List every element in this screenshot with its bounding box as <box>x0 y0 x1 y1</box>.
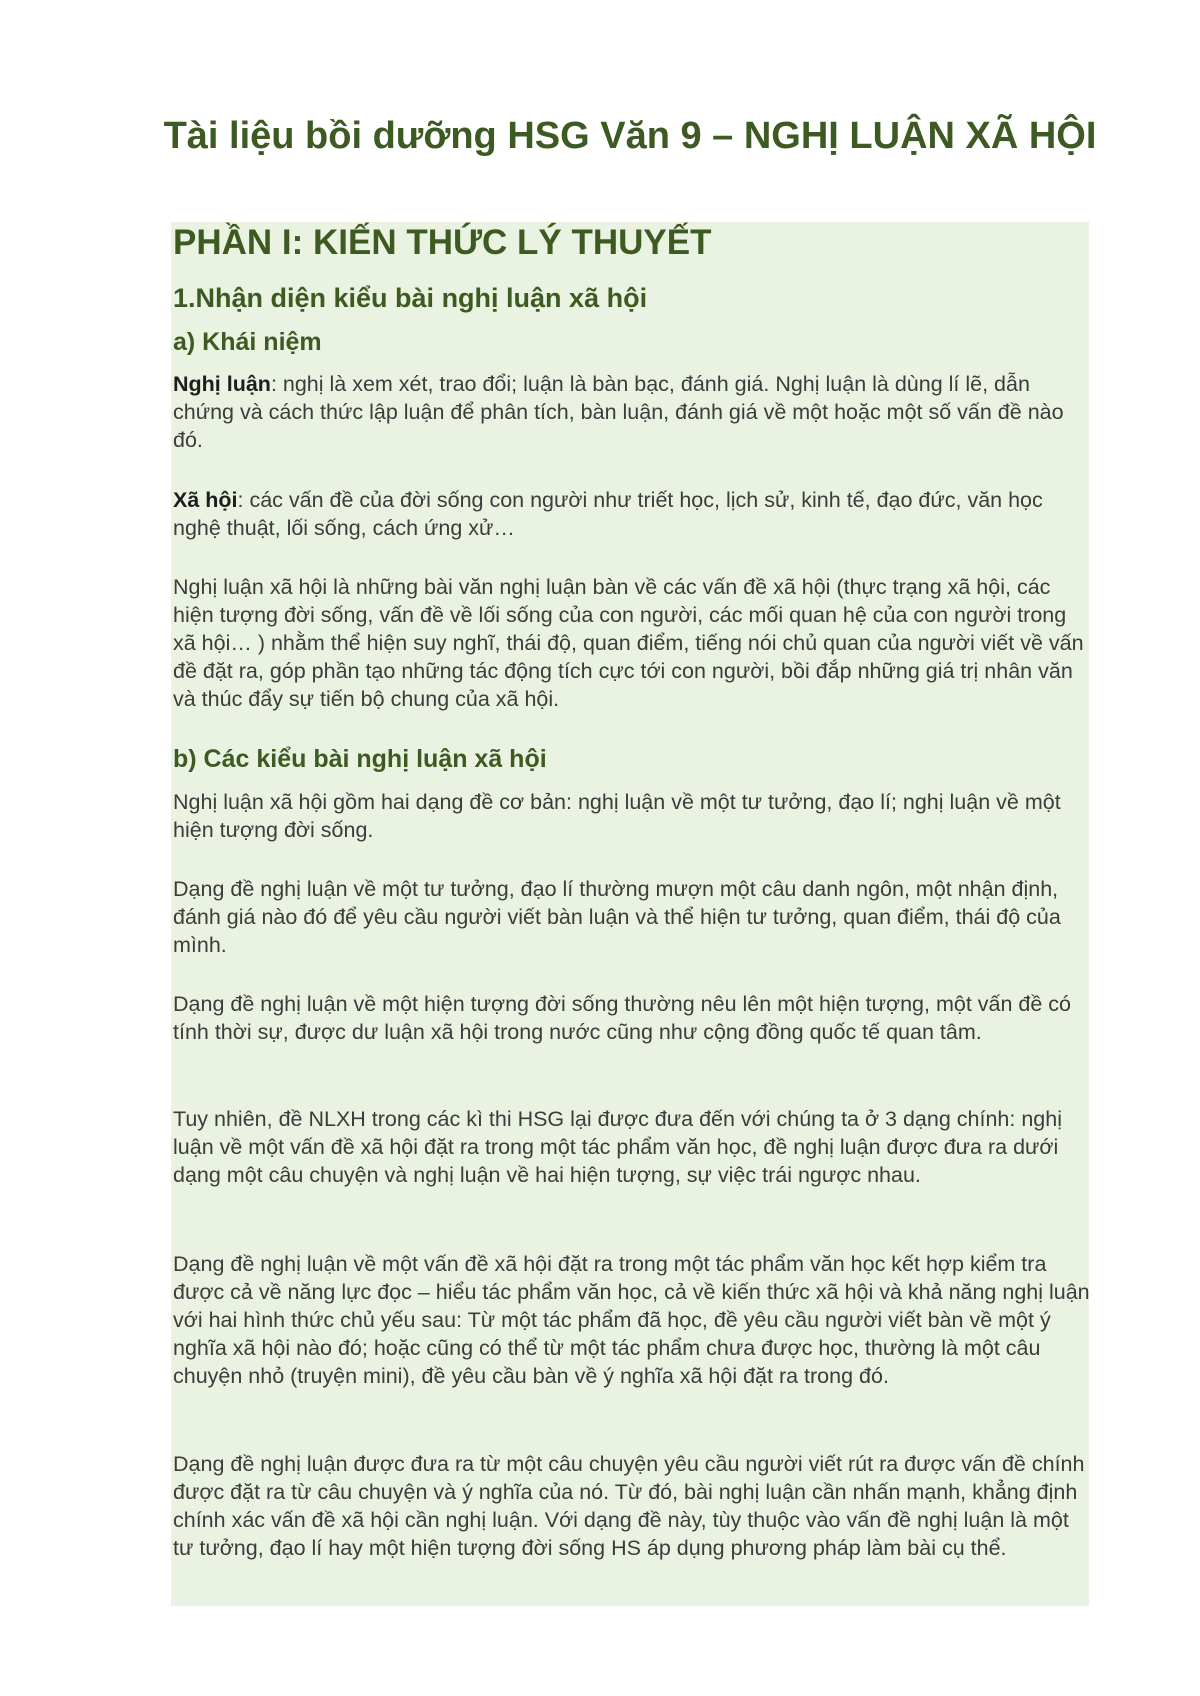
definition-text: : các vấn đề của đời sống con người như triết học, lịch sử, kinh tế, đạo đức, văn học nghệ thuật, lối sống, cách ứng xử… <box>173 488 1043 540</box>
page-title: Tài liệu bồi dưỡng HSG Văn 9 – NGHỊ LUẬN XÃ HỘI <box>163 115 1097 157</box>
paragraph: Dạng đề nghị luận về một vấn đề xã hội đặt ra trong một tác phẩm văn học kết hợp kiểm tra được cả về năng lực đọc – hiểu tác phẩm văn học, cả về kiến thức xã hội và khả năng nghị luận với hai hình thức chủ yếu sau: Từ một tác phẩm đã học, đề yêu cầu người viết bàn về một ý nghĩa xã hội nào đó; hoặc cũng có thể từ một tác phẩm chưa được học, thường là một câu chuyện nhỏ (truyện mini), đề yêu cầu bàn về ý nghĩa xã hội đặt ra trong đó. <box>173 1252 1090 1388</box>
term-xa-hoi: Xã hội <box>173 488 238 512</box>
paragraph: Tuy nhiên, đề NLXH trong các kì thi HSG lại được đưa đến với chúng ta ở 3 dạng chính: nghị luận về một vấn đề xã hội đặt ra trong một tác phẩm văn học, đề nghị luận được đưa ra dưới dạng một câu chuyện và nghị luận về hai hiện tượng, sự việc trái ngược nhau. <box>173 1107 1062 1187</box>
term-nghi-luan: Nghị luận <box>173 372 271 396</box>
paragraph: Dạng đề nghị luận được đưa ra từ một câu chuyện yêu cầu người viết rút ra được vấn đề chính được đặt ra từ câu chuyện và ý nghĩa của nó. Từ đó, bài nghị luận cần nhấn mạnh, khẳng định chính xác vấn đề xã hội cần nghị luận. Với dạng đề này, tùy thuộc vào vấn đề nghị luận là một tư tưởng, đạo lí hay một hiện tượng đời sống HS áp dụng phương pháp làm bài cụ thể. <box>173 1452 1085 1560</box>
part-heading: PHẦN I: KIẾN THỨC LÝ THUYẾT <box>173 223 712 262</box>
definition-nghi-luan <box>173 370 1093 454</box>
paragraph: Dạng đề nghị luận về một hiện tượng đời sống thường nêu lên một hiện tượng, một vấn đề có tính thời sự, được dư luận xã hội trong nước cũng như cộng đồng quốc tế quan tâm. <box>173 992 1072 1044</box>
definition-xa-hoi <box>173 486 1093 542</box>
section-heading: 1.Nhận diện kiểu bài nghị luận xã hội <box>173 283 648 313</box>
definition-text: : nghị là xem xét, trao đổi; luận là bàn bạc, đánh giá. Nghị luận là dùng lí lẽ, dẫn chứng và cách thức lập luận để phân tích, bàn luận, đánh giá về một hoặc một số vấn đề nào đó. <box>173 372 1064 452</box>
subsection-heading-a: a) Khái niệm <box>173 328 322 356</box>
paragraph: Nghị luận xã hội gồm hai dạng đề cơ bản: nghị luận về một tư tưởng, đạo lí; nghị luận về một hiện tượng đời sống. <box>173 790 1061 842</box>
paragraph-nlxh: Nghị luận xã hội là những bài văn nghị luận bàn về các vấn đề xã hội (thực trạng xã hội, các hiện tượng đời sống, vấn đề về lối sống của con người, các mối quan hệ của con người trong xã hội… ) nhằm thể hiện suy nghĩ, thái độ, quan điểm, tiếng nói chủ quan của người viết về vấn đề đặt ra, góp phần tạo những tác động tích cực tới con người, bồi đắp những giá trị nhân văn và thúc đẩy sự tiến bộ chung của xã hội. <box>173 575 1084 711</box>
paragraph: Dạng đề nghị luận về một tư tưởng, đạo lí thường mượn một câu danh ngôn, một nhận định, đánh giá nào đó để yêu cầu người viết bàn luận và thể hiện tư tưởng, quan điểm, thái độ của mình. <box>173 877 1061 957</box>
subsection-heading-b: b) Các kiểu bài nghị luận xã hội <box>173 745 547 773</box>
